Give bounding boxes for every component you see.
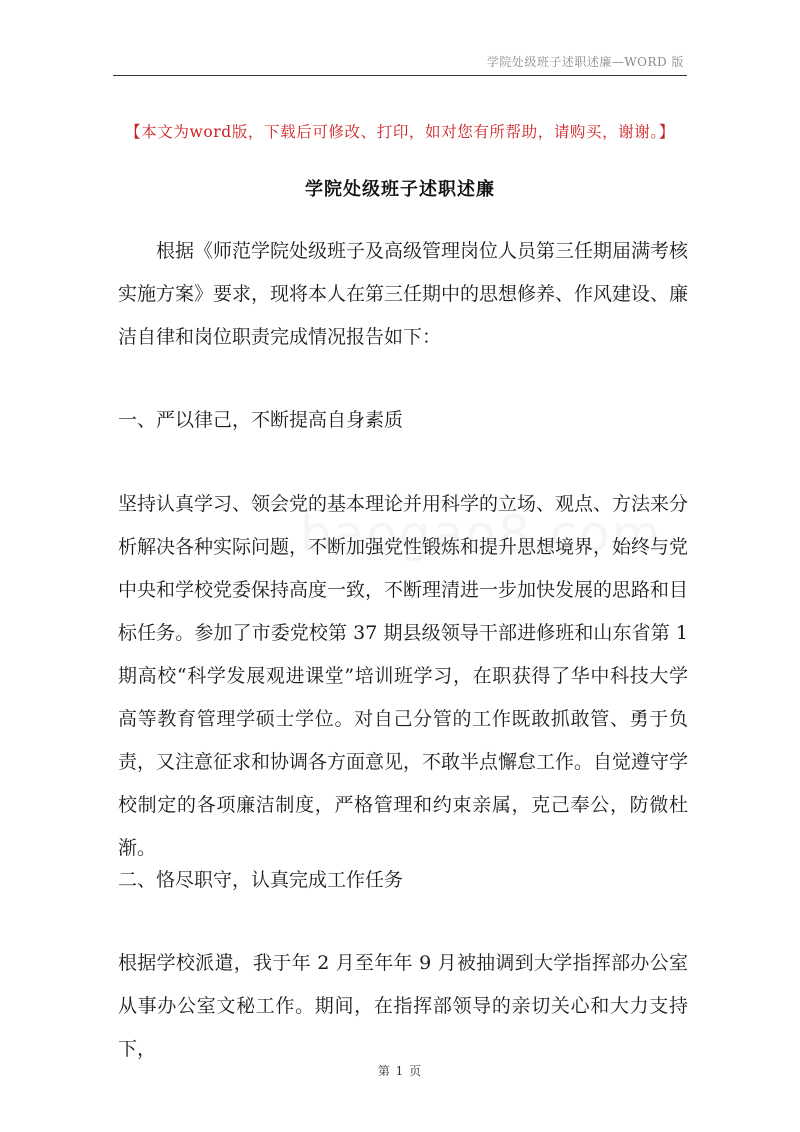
running-header: 学院处级班子述职述廉—WORD 版 bbox=[486, 55, 684, 69]
intro-paragraph: 根据《师范学院处级班子及高级管理岗位人员第三任期届满考核实施方案》要求，现将本人在第三任期中的思想修养、作风建设、廉洁自律和岗位职责完成情况报告如下： bbox=[118, 240, 689, 348]
section-heading-2: 二、恪尽职守，认真完成工作任务 bbox=[118, 869, 404, 891]
page-number: 第 1 页 bbox=[377, 1064, 423, 1078]
section-heading-1: 一、严以律己，不断提高自身素质 bbox=[118, 409, 404, 431]
section-body-1: 坚持认真学习、领会党的基本理论并用科学的立场、观点、方法来分析解决各种实际问题，不断加强党性锻炼和提升思想境界，始终与党中央和学校党委保持高度一致，不断理清进一步加快发展的思路和目标任务。参加了市委党校第 37 期县级领导干部进修班和山东省第 1 期高校“科学发展观进课堂”培训班学习，在职获得了华中科技大学高等教育管理学硕士学位。对自己分管的工作既敢抓敢管、勇于负责，又注意征求和协调各方面意见，不敢半点懈怠工作。自觉遵守学校制定的各项廉洁制度，严格管理和约束亲属，克己奉公，防微杜渐。 bbox=[118, 493, 689, 859]
document-title: 学院处级班子述职述廉 bbox=[305, 179, 495, 200]
section-body-2: 根据学校派遣，我于年 2 月至年年 9 月被抽调到大学指挥部办公室从事办公室文秘工作。期间，在指挥部领导的亲切关心和大力支持下， bbox=[118, 952, 688, 1060]
download-notice: 【本文为word版，下载后可修改、打印，如对您有所帮助，请购买，谢谢。】 bbox=[125, 123, 675, 141]
header-divider bbox=[113, 75, 687, 76]
